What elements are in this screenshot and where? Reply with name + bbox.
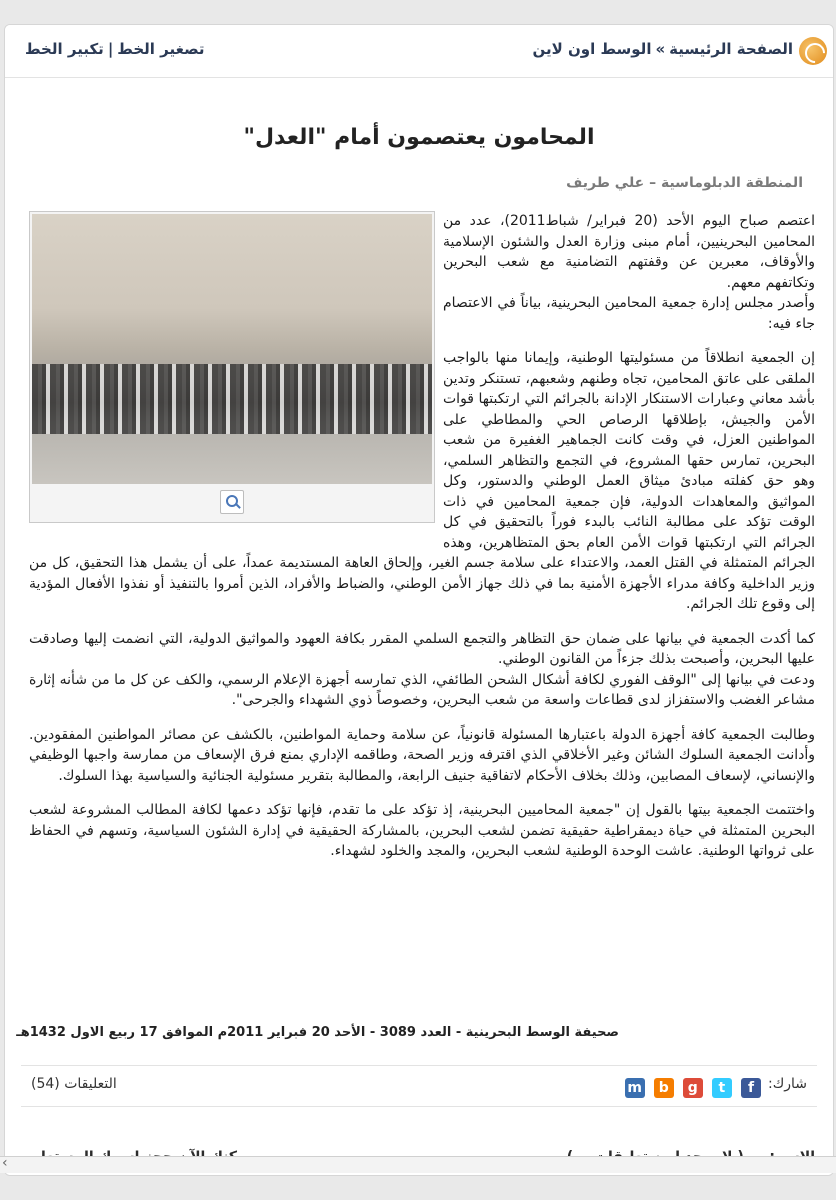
breadcrumb-separator: » bbox=[655, 40, 666, 58]
font-size-controls bbox=[25, 40, 205, 58]
article-photo[interactable] bbox=[29, 211, 435, 523]
twitter-icon[interactable]: t bbox=[712, 1078, 732, 1098]
article-source-line: صحيفة الوسط البحرينية - العدد 3089 - الأحد 20 فبراير 2011م الموافق 17 ربيع الاول 1432هـ bbox=[16, 1025, 619, 1040]
font-smaller-link[interactable]: تصغير الخط bbox=[117, 40, 205, 58]
font-larger-link[interactable]: تكبير الخط bbox=[25, 40, 104, 58]
horizontal-scrollbar[interactable] bbox=[0, 1156, 836, 1173]
breadcrumb-home-link[interactable]: الصفحة الرئيسية bbox=[669, 40, 793, 58]
font-controls-divider: | bbox=[107, 40, 114, 58]
myspace-icon[interactable]: m bbox=[625, 1078, 645, 1098]
article-frame bbox=[4, 24, 834, 1176]
comments-count[interactable]: التعليقات (54) bbox=[31, 1076, 117, 1092]
share-icons bbox=[621, 1077, 761, 1098]
article-byline: المنطقة الدبلوماسية – علي طريف bbox=[566, 175, 803, 191]
article-paragraph: اعتصم صباح اليوم الأحد (20 فبراير/ شباط2011)، عدد من المحامين البحرينيين، أمام مبنى وزارة العدل والشئون الإسلامية والأوقاف، معبرين عن وقفتهم التضامنية مع شعب البحرين وتكاتفهم معهم. وأصدر مجلس إدارة جمعية المحامين البحرينية، بياناً في الاعتصام جاء فيه: bbox=[443, 213, 815, 332]
share-label: شارك: bbox=[767, 1076, 807, 1092]
facebook-icon[interactable]: f bbox=[741, 1078, 761, 1098]
breadcrumb-section-link[interactable]: الوسط اون لاين bbox=[532, 40, 652, 58]
article-paragraph: كما أكدت الجمعية في بيانها على ضمان حق التظاهر والتجمع السلمي المقرر بكافة العهود والمواثيق الدولية، التي انضمت إليها وصادقت عليها البحرين، وأصبحت بذلك جزءاً من القانون الوطني. ودعت في بيانها إلى "الوقف الفوري لكافة أشكال الشحن الطائفي، الذي تمارسه أجهزة الإعلام الرسمي، والكف عن كل ما من شأنه إثارة مشاعر الغضب والاستفزاز لدى قطاعات واسعة من شعب البحرين، وخصوصاً ذوي الشهداء والجرحى". bbox=[29, 630, 815, 708]
zoom-magnifier-icon[interactable] bbox=[220, 490, 244, 514]
article-paragraph: إن الجمعية انطلاقاً من مسئوليتها الوطنية، وإيمانا منها بالواجب الملقى على عاتق المحامين، تجاه وطنهم وشعبهم، تستنكر وتدين بأشد معاني وعبارات الاستنكار الإدانة بالجرائم التي ارتكبتها قوات الأمن والجيش، بإطلاقها الرصاص الحي والمطاطي على المواطنين العزل، في وقت كانت الجماهير الغفيرة من شعب البحرين، تمارس حقها المشروع، في التجمع والتظاهر السلمي، وهو حق كفلته مبادئ ميثاق العمل الوطني والدستور، وكل المواثيق والمعاهدات الدولية، فإن جمعية المحامين في ذات الوقت تؤكد على مطالبة النائب بالبدء فوراً بالتحقيق في كل الجرائم التي ارتكبتها قوات الأمن العام بحق المتظاهرين، وهذه الجرائم المتمثلة في القتل العمد، والاعتداء على سلامة جسم الغير، وإلحاق العاهة المستديمة عمداً، على أن يشمل هذا التحقيق، كل من وزير الداخلية وكافة مدراء الأجهزة الأمنية بما في ذلك جهاز الأمن الوطني، والضباط والأفراد، الذين أمروا بالتنفيذ أو نفذوا الأفعال المؤدية إلى وقوع تلك الجرائم. bbox=[29, 350, 815, 612]
breadcrumb bbox=[532, 40, 793, 58]
blogger-icon[interactable]: b bbox=[654, 1078, 674, 1098]
top-navigation-bar bbox=[5, 25, 833, 78]
article-paragraph: وطالبت الجمعية كافة أجهزة الدولة باعتبارها المسئولة قانونياً، عن سلامة وحماية المواطنين، بالكشف عن مصائر المواطنين المفقودين. وأدانت الجمعية السلوك الشائن وغير الأخلاقي الذي اقترفه وزير الصحة، وطاقمه الإداري بمنع فرق الإسعاف من ممارسة واجبها الوظيفي والإنساني، لإسعاف المصابين، وذلك بخلاف الأحكام لاتفاقية جنيف الرابعة، والمطالبة بتقرير مسئولية الجنائية والسياسية بهذا السلوك. bbox=[29, 726, 815, 784]
article-paragraph: واختتمت الجمعية بيتها بالقول إن "جمعية المحاميين البحرينية، إذ تؤكد على ما تقدم، فإنها تؤكد دعمها لكافة المطالب المشروعة لشعب البحرين المتمثلة في حياة ديمقراطية حقيقية تضمن لشعب البحرين، بالمشاركة الحقيقية في إدارة الشئون السياسية، وتسهم في الحفاظ على ثرواتها الوطنية. عاشت الوحدة الوطنية لشعب البحرين، والمجد والخلود لشهداء. bbox=[29, 802, 815, 859]
google-icon[interactable]: g bbox=[683, 1078, 703, 1098]
share-bar bbox=[21, 1065, 817, 1107]
scroll-left-arrow-icon[interactable] bbox=[2, 1159, 12, 1169]
protest-photo-image[interactable] bbox=[32, 214, 432, 484]
article-title: المحامون يعتصمون أمام "العدل" bbox=[243, 125, 595, 150]
alwasat-logo-icon[interactable] bbox=[799, 37, 827, 65]
